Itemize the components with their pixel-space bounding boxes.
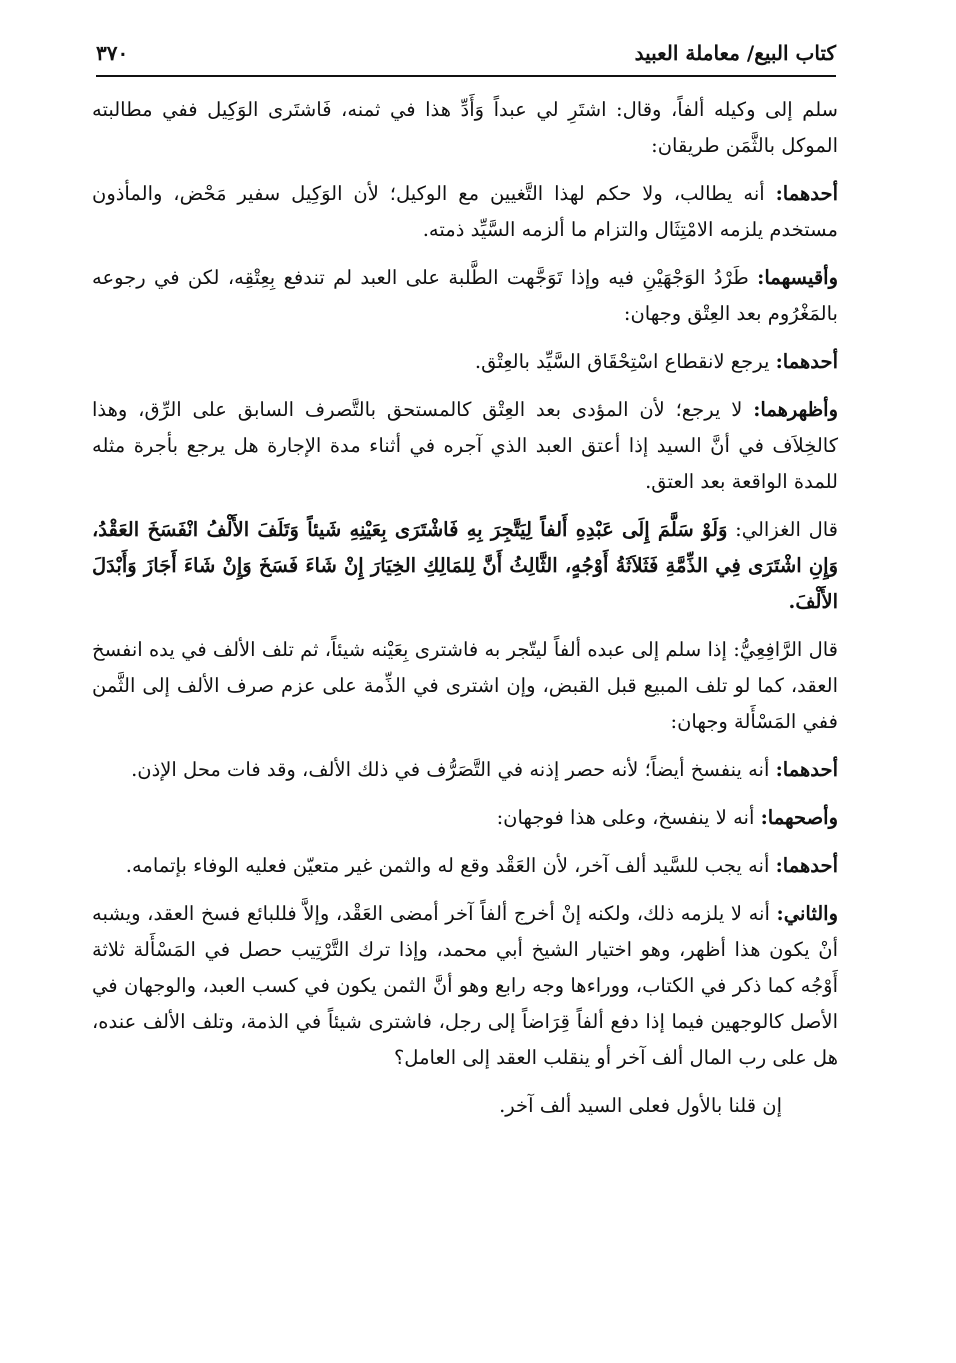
paragraph: أحدهما: أنه يطالب، ولا حكم لهذا التَّغيين مع الوكيل؛ لأن الوَكِيل سفير مَحْض، والمأذون مستخدم يلزمه الامْتِثَال والتزام ما ألزمه السَّيِّد ذمته.: [92, 182, 838, 241]
paragraph: أحدهما: أنه ينفسخ أيضاً؛ لأنه حصر إذنه في التَّصَرُّف في ذلك الألف، وقد فات محل الإذن.: [131, 758, 838, 781]
page-header: [96, 36, 836, 70]
paragraph: أحدهما: أنه يجب للسَّيد ألف آخر، لأن العَقْد وقع له والثمن غير متعيّن فعليه الوفاء بإتمامه.: [125, 854, 838, 877]
paragraph: وأظهرهما: لا يرجع؛ لأن المؤدى بعد العِتْق كالمستحق بالتَّصرف السابق على الرِّق، وهذا كالخِلاَف في أنَّ السيد إذا أعتق العبد الذي آجره في أثناء مدة الإجارة هل يرجع بأجرة مثله للمدة الواقعة بعد العتق.: [92, 398, 838, 493]
paragraph: إن قلنا بالأول فعلى السيد ألف آخر.: [499, 1094, 782, 1117]
body-text: [92, 92, 838, 1136]
ghazali-quote: قال الغزالي: وَلَوْ سَلَّمَ إِلَى عَبْدِهِ أَلفاً لِيَتَّجِرَ بِهِ فَاشْتَرَى بِعَيْنِهِ شَيئاً وَتَلَفَ الأَلْفُ انْفَسَخَ العَقْدُ، وَإِنِ اشْتَرَى فِي الذِّمَّةِ فَثَلاَثَةُ أَوْجُهٍ، الثَّالِثُ أَنَّ لِلمَالِكِ الخِيَارَ إِنْ شَاءَ فَسَخَ وَإِنْ شَاءَ أَجَازَ وَأَبْدَلَ الأَلْفَ.: [92, 518, 839, 613]
header-rule: [96, 75, 836, 77]
paragraph: سلم إلى وكيله ألفاً، وقال: اشتَرِ لي عبداً وَأَدِّ هذا في ثمنه، فَاشتَرى الوَكِيل ففي مطالبته الموكل بالثَّمَن طريقان:: [92, 98, 838, 157]
paragraph: وأقيسهما: طَرْدُ الوَجْهَيْنِ فيه وإذا تَوَجَّهت الطَّلبة على العبد لم تندفع بِعِتْقِه، لكن في رجوعه بالمَغْرُوم بعد العِتْق وجهان:: [92, 266, 838, 325]
page-number: ٣٧٠: [96, 41, 129, 65]
paragraph: والثاني: أنه لا يلزمه ذلك، ولكنه إنْ أخرج ألفاً آخر أمضى العَقْد، وإلاَّ فللبائع فسخ العقد، ويشبه أنْ يكون هذا أظهر، وهو اختيار الشيخ أبي محمد، وإذا ترك التَّرْتِيب حصل في المَسْأَلة ثلاثة أَوْجُه كما ذكر في الكتاب، ووراءها وجه رابع وهو أنَّ الثمن يكون في كسب العبد، والوجهان في الأصل كالوجهين فيما إذا دفع ألفاً قِرَاضاً إلى رجل، فاشترى شيئاً في الذمة، وتلف الألف عنده، هل على رب المال ألف آخر أو ينقلب العقد إلى العامل؟: [92, 902, 838, 1069]
paragraph: أحدهما: يرجع لانقطاع اسْتِحْقَاق السَّيِّد بالعِتْق.: [474, 350, 838, 373]
rafii-commentary: قال الرَّافِعِيُّ: إذا سلم إلى عبده ألفاً ليتّجر به فاشترى بِعَيْنه شيئاً، ثم تلف الألف في يده انفسخ العقد، كما لو تلف المبيع قبل القبض، وإن اشترى في الذِّمة على عزم صرف الألف إلى الثَّمن ففي المَسْأَلة وجهان:: [92, 638, 839, 733]
paragraph: وأصحهما: أنه لا ينفسخ، وعلى هذا فوجهان:: [496, 806, 838, 829]
running-title: كتاب البيع/ معاملة العبيد: [634, 41, 836, 65]
